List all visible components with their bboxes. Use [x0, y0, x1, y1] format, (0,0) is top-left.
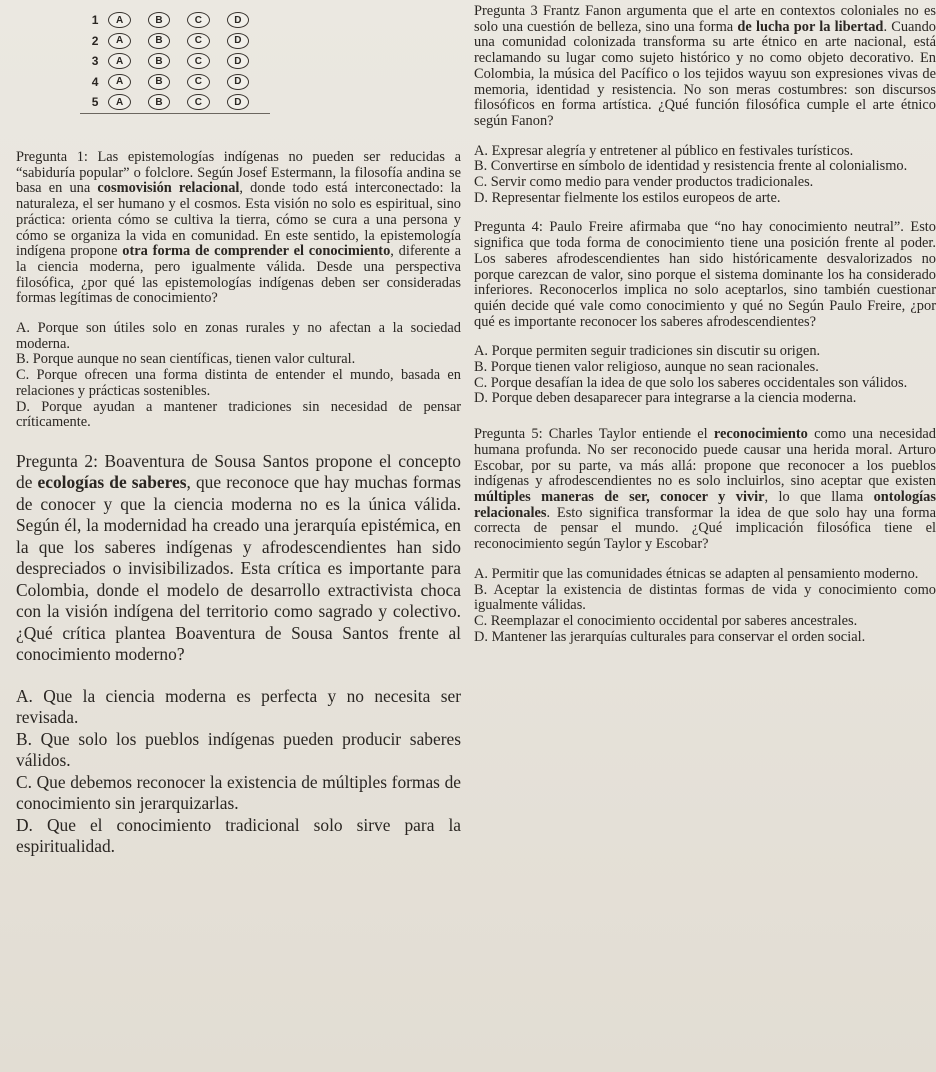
q2-option-b[interactable]: B. Que solo los pueblos indígenas pueden producir saberes válidos. [16, 728, 461, 771]
q5-bold-part: reconocimiento [713, 426, 808, 443]
bubble-c[interactable]: C [187, 12, 209, 28]
bubble-b[interactable]: B [148, 53, 170, 69]
q3-option-b[interactable]: B. Convertirse en símbolo de identidad y resistencia frente al colonialismo. [474, 158, 908, 175]
question-3 [474, 4, 936, 206]
bubble-d[interactable]: D [227, 94, 249, 110]
bubble-a[interactable]: A [108, 12, 130, 28]
answer-row [78, 51, 266, 72]
question-5-text [474, 427, 936, 553]
question-1-text [16, 150, 461, 307]
q1-option-b[interactable]: B. Porque aunque no sean científicas, tienen valor cultural. [16, 351, 356, 368]
answer-row [78, 10, 266, 31]
bubble-a[interactable]: A [108, 74, 130, 90]
q1-text-part: Pregunta 1: Las epistemologías indígenas no pueden ser reducidas a “sabiduría popular” o folclore. Según Josef Estermann, la filosofía andina se basa en una [16, 149, 461, 197]
q1-text-part: , diferente a la ciencia moderna, pero igualmente válida. Desde una perspectiva filosófica, ¿por qué las epistemologías indígenas deben ser consideradas formas legítimas de conocimiento? [16, 243, 461, 307]
answer-row [78, 31, 266, 52]
q1-bold-part: otra forma de comprender el conocimiento [122, 243, 391, 260]
bubble-d[interactable]: D [227, 12, 249, 28]
question-4-text: Pregunta 4: Paulo Freire afirmaba que “no hay conocimiento neutral”. Esto significa que toda forma de conocimiento tiene una posición frente al poder. Los saberes afrodescendientes han sido históricamente desvalorizados no porque carezcan de valor, sino porque el sistema dominante los ha considerado inferiores. Reconocerlos implica no solo aceptarlos, sino también cuestionar quién decide qué vale como conocimiento y qué no Según Paulo Freire, ¿por qué es importante reconocer los saberes afrodescendientes? [474, 219, 936, 330]
question-5 [474, 427, 936, 645]
q2-option-a[interactable]: A. Que la ciencia moderna es perfecta y no necesita ser revisada. [16, 685, 461, 728]
bubble-b[interactable]: B [148, 33, 170, 49]
bubble-d[interactable]: D [227, 74, 249, 90]
right-column [474, 4, 936, 645]
answer-row-number: 4 [91, 74, 99, 89]
q5-option-d[interactable]: D. Mantener las jerarquías culturales para conservar el orden social. [474, 628, 866, 645]
answer-sheet-divider [80, 113, 270, 114]
q5-option-c[interactable]: C. Reemplazar el conocimiento occidental por saberes ancestrales. [474, 612, 858, 629]
bubble-d[interactable]: D [227, 53, 249, 69]
q3-text-part: . Cuando una comunidad colonizada transforma su arte étnico en arte nacional, está reclamando su lugar como sujeto histórico y no como objeto decorativo. En Colombia, la música del Pacífico o los tejidos wayuu son expresiones vivas de memoria, identidad y resistencia. No son meras costumbres: son discursos filosóficos en forma artística. ¿Qué función filosófica cumple el arte étnico según Fanon? [474, 18, 936, 129]
answer-row-number: 5 [91, 95, 99, 110]
q5-option-b[interactable]: B. Aceptar la existencia de distintas formas de vida y conocimiento como igualmente válidas. [474, 581, 936, 614]
answer-row [78, 92, 266, 113]
q1-text-part: , donde todo está interconectado: la naturaleza, el ser humano y el cosmos. Esta visión no solo es espiritual, sino práctica: orienta cómo se cultiva la tierra, cómo se cura a una persona y cómo se organiza la vida en comunidad. En este sentido, la epistemología indígena propone [16, 180, 461, 260]
q5-text-part: como una necesidad humana profunda. No ser reconocido puede causar una herida moral. Arturo Escobar, por su parte, va más allá: propone que reconocer a los pueblos indígenas y afrodescendientes no es solo incluirlos, sino aceptar que existen [474, 426, 936, 490]
q4-option-a[interactable]: A. Porque permiten seguir tradiciones sin discutir su origen. [474, 343, 821, 360]
question-2 [16, 451, 461, 858]
q2-bold-part: ecologías de saberes [37, 472, 187, 493]
answer-row [78, 72, 266, 93]
q2-option-c[interactable]: C. Que debemos reconocer la existencia de múltiples formas de conocimiento sin jerarquizarlas. [16, 771, 461, 814]
q3-option-d[interactable]: D. Representar fielmente los estilos europeos de arte. [474, 189, 781, 206]
q5-option-a[interactable]: A. Permitir que las comunidades étnicas se adapten al pensamiento moderno. [474, 565, 919, 582]
bubble-a[interactable]: A [108, 33, 130, 49]
bubble-c[interactable]: C [187, 94, 209, 110]
q4-option-d[interactable]: D. Porque deben desaparecer para integrarse a la ciencia moderna. [474, 390, 857, 407]
question-3-text [474, 4, 936, 130]
q3-bold-part: de lucha por la libertad [737, 18, 884, 35]
q5-bold-part: múltiples maneras de ser, conocer y vivir [474, 488, 765, 505]
bubble-b[interactable]: B [148, 74, 170, 90]
q1-bold-part: cosmovisión relacional [97, 180, 240, 197]
q5-text-part: . Esto significa transformar la idea de que solo hay una forma correcta de pensar el mundo. ¿Qué implicación filosófica tiene el reconocimiento según Taylor y Escobar? [474, 504, 936, 553]
answer-row-number: 1 [91, 13, 99, 28]
q1-option-c[interactable]: C. Porque ofrecen una forma distinta de entender el mundo, basada en relaciones y prácticas sostenibles. [16, 367, 461, 399]
q2-text-part: Pregunta 2: Boaventura de Sousa Santos propone el concepto de [16, 450, 461, 493]
q2-option-d[interactable]: D. Que el conocimiento tradicional solo sirve para la espiritualidad. [16, 814, 461, 857]
answer-row-number: 3 [91, 54, 99, 69]
question-1 [16, 150, 461, 431]
q5-bold-part: ontologías relacionales [474, 488, 936, 521]
q1-option-a[interactable]: A. Porque son útiles solo en zonas rurales y no afectan a la sociedad moderna. [16, 320, 461, 352]
answer-sheet [78, 10, 266, 114]
question-4 [474, 220, 936, 407]
q2-text-part: , que reconoce que hay muchas formas de conocer y que la ciencia moderna no es la única válida. Según él, la modernidad ha creado una jerarquía epistémica, en la que los saberes indígenas y afrodescendientes han sido despreciados o invisibilizados. Esta crítica es importante para Colombia, donde el modelo de desarrollo extractivista choca con la visión indígena del territorio como sagrado y colectivo. ¿Qué crítica plantea Boaventura de Sousa Santos frente al conocimiento moderno? [16, 472, 462, 665]
q3-option-a[interactable]: A. Expresar alegría y entretener al público en festivales turísticos. [474, 142, 854, 159]
bubble-c[interactable]: C [187, 33, 209, 49]
bubble-a[interactable]: A [108, 94, 130, 110]
q5-text-part: , lo que llama [764, 488, 874, 505]
q3-text-part: Pregunta 3 Frantz Fanon argumenta que el arte en contextos coloniales no es solo una cuestión de belleza, sino una forma [474, 4, 936, 35]
q1-option-d[interactable]: D. Porque ayudan a mantener tradiciones sin necesidad de pensar críticamente. [16, 398, 461, 431]
answer-row-number: 2 [91, 33, 99, 48]
q5-text-part: Pregunta 5: Charles Taylor entiende el [474, 426, 714, 443]
q4-option-b[interactable]: B. Porque tienen valor religioso, aunque no sean racionales. [474, 359, 819, 376]
bubble-b[interactable]: B [148, 94, 170, 110]
bubble-a[interactable]: A [108, 53, 130, 69]
left-column [16, 150, 461, 858]
q4-option-c[interactable]: C. Porque desafían la idea de que solo los saberes occidentales son válidos. [474, 374, 908, 391]
bubble-c[interactable]: C [187, 53, 209, 69]
q3-option-c[interactable]: C. Servir como medio para vender productos tradicionales. [474, 174, 814, 191]
bubble-c[interactable]: C [187, 74, 209, 90]
bubble-b[interactable]: B [148, 12, 170, 28]
bubble-d[interactable]: D [227, 33, 249, 49]
question-2-text [16, 451, 461, 666]
